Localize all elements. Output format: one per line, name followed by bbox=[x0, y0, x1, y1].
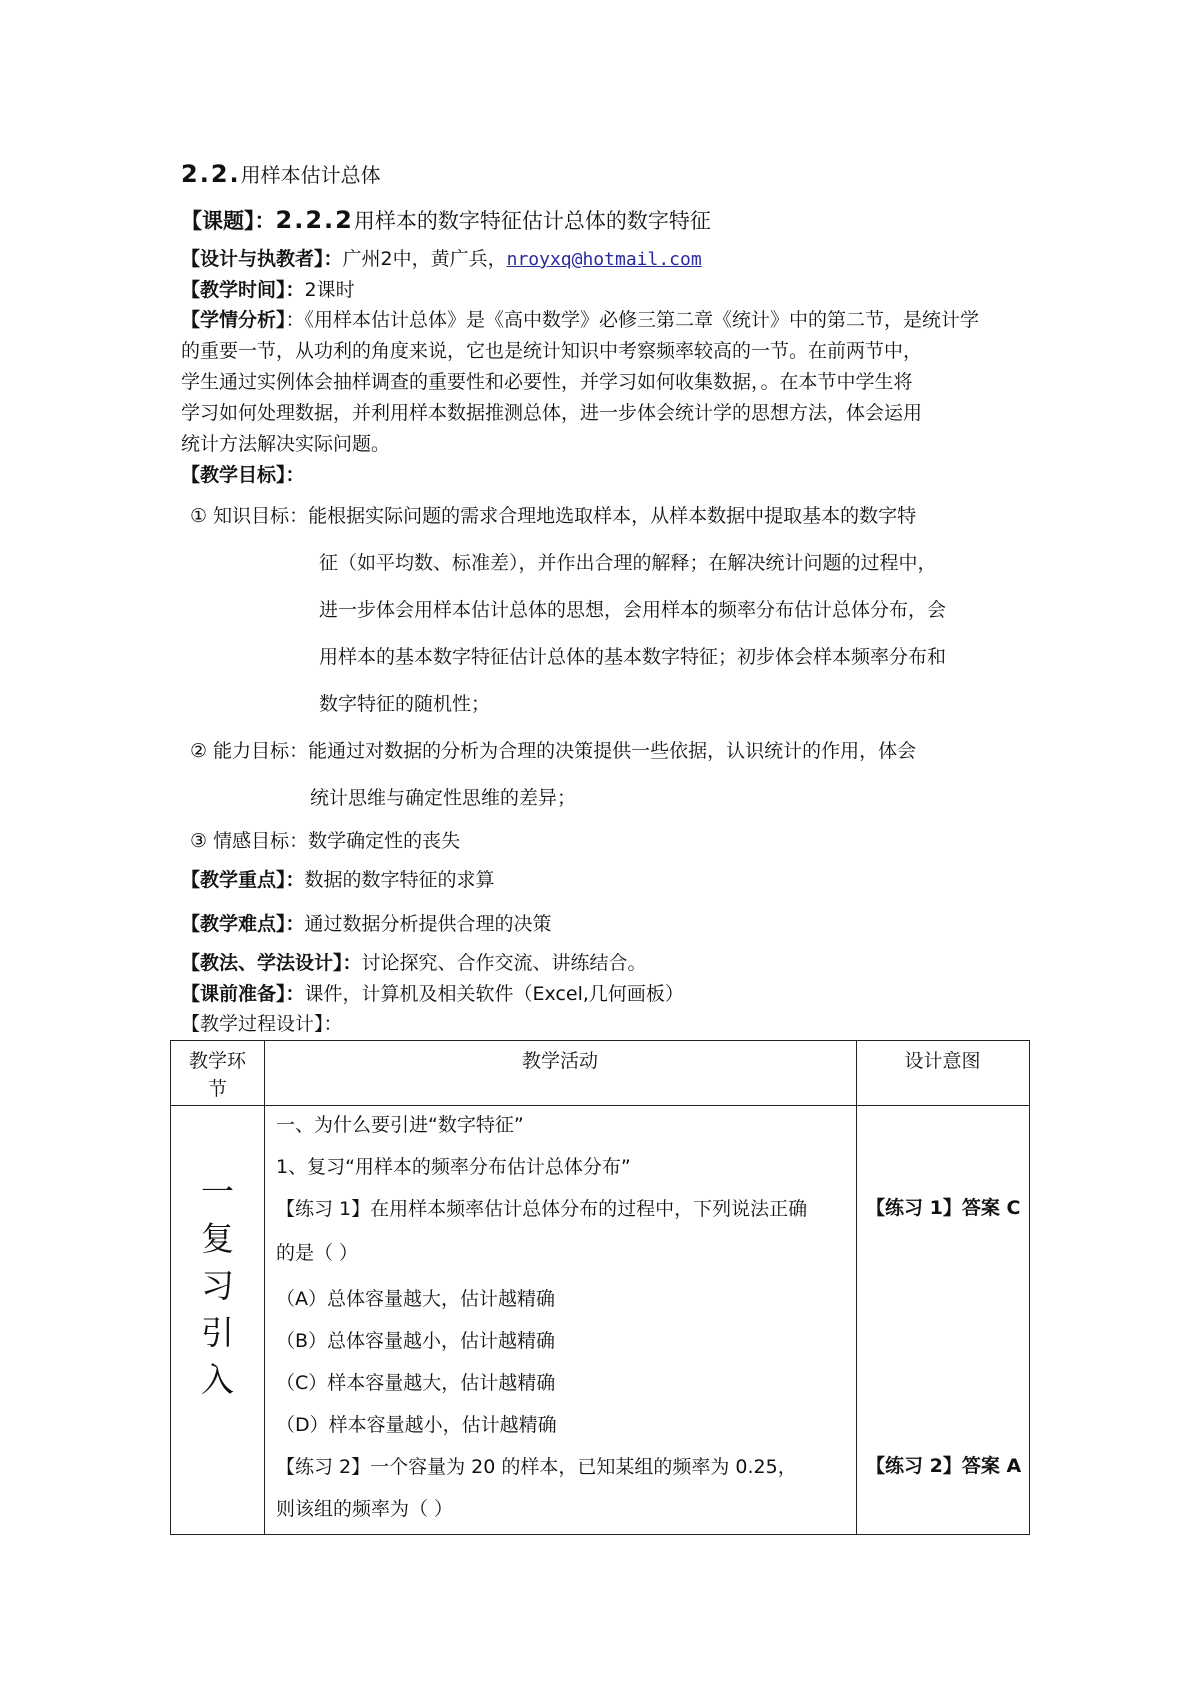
difficulty-value: 通过数据分析提供合理的决策 bbox=[304, 913, 552, 935]
table-col-divider-2 bbox=[856, 1041, 857, 1534]
key-point-value: 数据的数字特征的求算 bbox=[304, 869, 495, 891]
header-stage-line-1: 教学环 bbox=[188, 1050, 246, 1072]
knowledge-goal-line-3: 进一步体会用样本估计总体的思想，会用样本的频率分布估计总体分布，会 bbox=[319, 599, 947, 621]
process-label: 【教学过程设计】： bbox=[181, 1013, 343, 1035]
methods-value: 讨论探究、合作交流、讲练结合。 bbox=[361, 952, 647, 974]
activity-line: 的是（ ） bbox=[276, 1242, 359, 1264]
section-title-text: 用样本估计总体 bbox=[240, 163, 381, 187]
activity-line: 则该组的频率为（ ） bbox=[276, 1498, 454, 1520]
stage-char: 引 bbox=[201, 1313, 234, 1352]
table-col-divider-1 bbox=[264, 1041, 265, 1534]
analysis-line-1 bbox=[181, 308, 979, 332]
email-link[interactable]: nroyxq@hotmail.com bbox=[506, 249, 702, 270]
prep-value: 课件，计算机及相关软件（Excel,几何画板） bbox=[304, 983, 684, 1005]
designer-line bbox=[181, 247, 702, 272]
knowledge-goal-line-4: 用样本的基本数字特征估计总体的基本数字特征；初步体会样本频率分布和 bbox=[319, 646, 947, 668]
intent-answer-1: 【练习 1】答案 C bbox=[866, 1197, 1021, 1219]
activity-line: （A）总体容量越大，估计越精确 bbox=[276, 1288, 555, 1310]
stage-char: 入 bbox=[201, 1360, 234, 1399]
activity-line: 【练习 1】在用样本频率估计总体分布的过程中，下列说法正确 bbox=[276, 1198, 808, 1220]
time-value: 2课时 bbox=[304, 279, 355, 301]
topic-number: 2.2.2 bbox=[275, 206, 354, 234]
activity-line: （B）总体容量越小，估计越精确 bbox=[276, 1330, 556, 1352]
activity-line: （D）样本容量越小，估计越精确 bbox=[276, 1414, 557, 1436]
header-activity: 教学活动 bbox=[521, 1050, 598, 1072]
knowledge-goal-line-5: 数字特征的随机性； bbox=[319, 693, 491, 715]
stage-char: 习 bbox=[201, 1266, 234, 1305]
prep-label: 【课前准备】： bbox=[181, 983, 305, 1005]
methods-label: 【教法、学法设计】： bbox=[181, 952, 362, 974]
header-stage-line-2: 节 bbox=[207, 1078, 227, 1100]
emotion-goal-line bbox=[190, 829, 460, 853]
analysis-line-5: 统计方法解决实际问题。 bbox=[181, 433, 391, 455]
stage-review-intro bbox=[171, 1168, 264, 1403]
emotion-goal-text: 数学确定性的丧失 bbox=[308, 830, 461, 852]
topic-title: 用样本的数字特征估计总体的数字特征 bbox=[353, 209, 711, 233]
analysis-line-3: 学生通过实例体会抽样调查的重要性和必要性，并学习如何收集数据，。在本节中学生将 bbox=[181, 371, 913, 393]
process-table bbox=[170, 1040, 1030, 1535]
intent-answer-2: 【练习 2】答案 A bbox=[866, 1455, 1022, 1477]
activity-line: （C）样本容量越大，估计越精确 bbox=[276, 1372, 556, 1394]
knowledge-goal-head: ① 知识目标： bbox=[190, 505, 309, 527]
header-intent: 设计意图 bbox=[904, 1050, 981, 1072]
analysis-text: ：《用样本估计总体》是《高中数学》必修三第二章《统计》中的第二节，是统计学 bbox=[285, 309, 980, 331]
methods-line bbox=[181, 951, 647, 975]
prep-line bbox=[181, 982, 684, 1006]
time-label: 【教学时间】： bbox=[181, 279, 305, 301]
difficulty-line bbox=[181, 912, 552, 936]
key-point-label: 【教学重点】： bbox=[181, 869, 305, 891]
ability-goal-line-2: 统计思维与确定性思维的差异； bbox=[310, 787, 577, 809]
analysis-line-2: 的重要一节，从功利的角度来说，它也是统计知识中考察频率较高的一节。在前两节中， bbox=[181, 340, 923, 362]
stage-char: 复 bbox=[201, 1219, 234, 1258]
time-line bbox=[181, 278, 355, 302]
section-number: 2.2. bbox=[181, 160, 241, 188]
ability-goal-text: 能通过对数据的分析为合理的决策提供一些依据，认识统计的作用，体会 bbox=[308, 740, 917, 762]
knowledge-goal-text: 能根据实际问题的需求合理地选取样本，从样本数据中提取基本的数字特 bbox=[308, 505, 917, 527]
knowledge-goal-line-2: 征（如平均数、标准差），并作出合理的解释；在解决统计问题的过程中， bbox=[319, 552, 937, 574]
designer-label: 【设计与执教者】： bbox=[181, 248, 343, 270]
topic-line bbox=[181, 208, 711, 234]
activity-line: 1、复习“用样本的频率分布估计总体分布” bbox=[276, 1156, 631, 1178]
activity-line: 一、为什么要引进“数字特征” bbox=[276, 1114, 524, 1136]
table-header-divider bbox=[171, 1105, 1029, 1106]
emotion-goal-head: ③ 情感目标： bbox=[190, 830, 309, 852]
section-title bbox=[181, 162, 381, 187]
goals-label: 【教学目标】： bbox=[181, 464, 305, 486]
designer-value: 广州2中，黄广兵， bbox=[342, 248, 507, 270]
stage-char: 一 bbox=[201, 1172, 234, 1211]
topic-label: 【课题】： bbox=[181, 209, 276, 233]
difficulty-label: 【教学难点】： bbox=[181, 913, 305, 935]
ability-goal-head: ② 能力目标： bbox=[190, 740, 309, 762]
knowledge-goal-line-1 bbox=[190, 504, 916, 528]
analysis-label: 【学情分析】 bbox=[181, 309, 286, 331]
activity-line: 【练习 2】一个容量为 20 的样本，已知某组的频率为 0.25， bbox=[276, 1456, 797, 1478]
key-point-line bbox=[181, 868, 495, 892]
ability-goal-line-1 bbox=[190, 739, 916, 763]
analysis-line-4: 学习如何处理数据，并利用样本数据推测总体，进一步体会统计学的思想方法，体会运用 bbox=[181, 402, 923, 424]
